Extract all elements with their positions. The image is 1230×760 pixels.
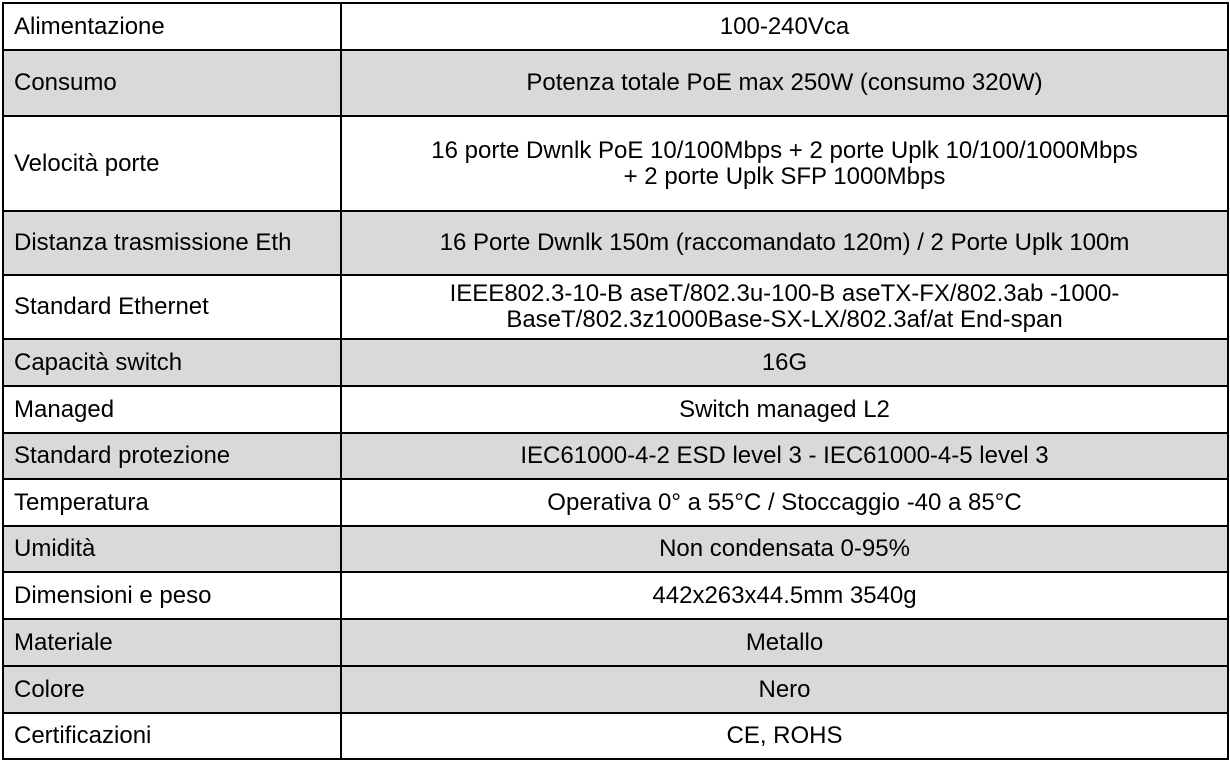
spec-label: Temperatura [3, 479, 341, 526]
table-row [3, 666, 1228, 713]
table-row [3, 433, 1228, 479]
spec-value-line: Metallo [745, 628, 824, 656]
spec-value [341, 619, 1228, 666]
table-row [3, 339, 1228, 386]
spec-value [341, 275, 1228, 339]
spec-table [2, 2, 1229, 760]
spec-value [341, 386, 1228, 433]
spec-value [341, 211, 1228, 275]
spec-label: Consumo [3, 50, 341, 116]
spec-value-line: Non condensata 0-95% [659, 535, 910, 562]
spec-value-line: 442x263x44.5mm 3540g [652, 581, 917, 609]
spec-value [341, 50, 1228, 116]
spec-value-line: IEC61000-4-2 ESD level 3 - IEC61000-4-5 level 3 [520, 442, 1049, 469]
spec-label: Umidità [3, 526, 341, 572]
table-row [3, 3, 1228, 50]
spec-label: Materiale [3, 619, 341, 666]
spec-value-line: 100-240Vca [719, 12, 850, 40]
spec-value [341, 526, 1228, 572]
spec-label: Managed [3, 386, 341, 433]
table-row [3, 572, 1228, 619]
table-row [3, 275, 1228, 339]
spec-label: Capacità switch [3, 339, 341, 386]
spec-value-line: 16G [761, 348, 808, 376]
spec-value-line: Switch managed L2 [679, 395, 890, 423]
table-row [3, 479, 1228, 526]
spec-value-line: IEEE802.3-10-B aseT/802.3u-100-B aseTX-FX/802.3ab -1000- [449, 280, 1120, 307]
spec-value-line: 16 porte Dwnlk PoE 10/100Mbps + 2 porte Uplk 10/100/1000Mbps [431, 136, 1138, 164]
spec-value-line: Nero [758, 675, 811, 703]
spec-label: Standard protezione [3, 433, 341, 479]
spec-value-line: BaseT/802.3z1000Base-SX-LX/802.3af/at End-span [506, 306, 1063, 333]
spec-label: Certificazioni [3, 713, 341, 759]
table-row [3, 386, 1228, 433]
spec-value [341, 666, 1228, 713]
table-row [3, 713, 1228, 759]
table-row [3, 619, 1228, 666]
spec-value [341, 116, 1228, 211]
table-row [3, 211, 1228, 275]
spec-value-line: Potenza totale PoE max 250W (consumo 320W) [526, 69, 1043, 96]
spec-value [341, 572, 1228, 619]
spec-value [341, 479, 1228, 526]
spec-value [341, 3, 1228, 50]
spec-label: Alimentazione [3, 3, 341, 50]
table-row [3, 116, 1228, 211]
spec-label: Colore [3, 666, 341, 713]
spec-value-line: 16 Porte Dwnlk 150m (raccomandato 120m) / 2 Porte Uplk 100m [439, 229, 1130, 256]
spec-value-line: CE, ROHS [726, 722, 843, 749]
spec-label: Velocità porte [3, 116, 341, 211]
spec-label: Standard Ethernet [3, 275, 341, 339]
spec-value [341, 339, 1228, 386]
spec-value [341, 433, 1228, 479]
table-row [3, 526, 1228, 572]
spec-value-line: + 2 porte Uplk SFP 1000Mbps [623, 162, 946, 190]
spec-label: Dimensioni e peso [3, 572, 341, 619]
spec-value [341, 713, 1228, 759]
spec-label: Distanza trasmissione Eth [3, 211, 341, 275]
table-row [3, 50, 1228, 116]
spec-value-line: Operativa 0° a 55°C / Stoccaggio -40 a 85°C [547, 488, 1022, 516]
